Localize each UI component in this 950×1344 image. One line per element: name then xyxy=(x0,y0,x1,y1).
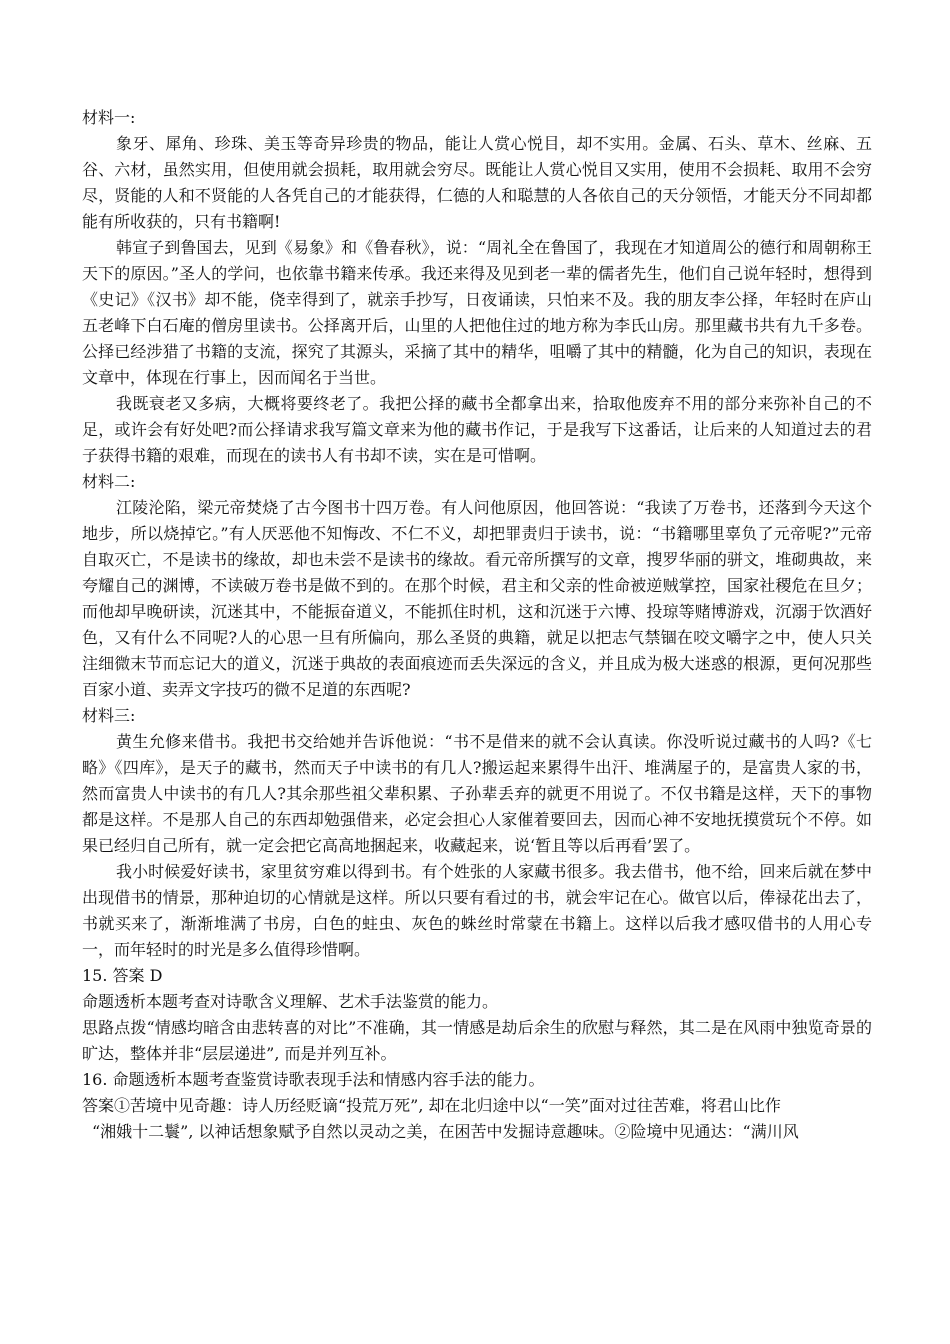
material-one-paragraph-2: 韩宣子到鲁国去，见到《易象》和《鲁春秋》，说：“周礼全在鲁国了，我现在才知道周公的德行和周朝称王天下的原因。”圣人的学问，也依靠书籍来传承。我还来得及见到老一辈的儒者先生，他们自己说年轻时，想得到《史记》《汉书》却不能，侥幸得到了，就亲手抄写，日夜诵读，只怕来不及。我的朋友李公择，年轻时在庐山五老峰下白石庵的僧房里读书。公择离开后，山里的人把他住过的地方称为李氏山房。那里藏书共有九千多卷。公择已经涉猎了书籍的支流，探究了其源头，采摘了其中的精华，咀嚼了其中的精髓，化为自己的知识，表现在文章中，体现在行事上，因而闻名于当世。 xyxy=(82,238,872,387)
question-15-analysis: 命题透析本题考查对诗歌含义理解、艺术手法鉴赏的能力。 xyxy=(82,992,499,1011)
material-one-paragraph-3: 我既衰老又多病，大概将要终老了。我把公择的藏书全都拿出来，拾取他废弃不用的部分来弥补自己的不足，或许会有好处吧?而公择请求我写篇文章来为他的藏书作记，于是我写下这番话，让后来的人知道过去的君子获得书籍的艰难，而现在的读书人有书却不读，实在是可惜啊。 xyxy=(82,394,872,465)
question-15-hint: 思路点拨“情感均暗含由悲转喜的对比”不准确，其一情感是劫后余生的欣慰与释然，其二是在风雨中独览奇景的旷达，整体并非“层层递进”, 而是并列互补。 xyxy=(82,1018,872,1063)
question-16-analysis: 16. 命题透析本题考查鉴赏诗歌表现手法和情感内容手法的能力。 xyxy=(82,1070,545,1089)
material-two-paragraph-1: 江陵沦陷，梁元帝焚烧了古今图书十四万卷。有人问他原因，他回答说：“我读了万卷书，还落到今天这个地步，所以烧掉它。”有人厌恶他不知悔改、不仁不义，却把罪责归于读书，说：“书籍哪里辜负了元帝呢?”元帝自取灭亡，不是读书的缘故，却也未尝不是读书的缘故。看元帝所撰写的文章，搜罗华丽的骈文，堆砌典故，来夸耀自己的渊博，不读破万卷书是做不到的。在那个时候，君主和父亲的性命被逆贼掌控，国家社稷危在旦夕；而他却早晚研读，沉迷其中，不能振奋道义，不能抓住时机，这和沉迷于六博、投琼等赌博游戏，沉溺于饮酒好色，又有什么不同呢?人的心思一旦有所偏向，那么圣贤的典籍，就足以把志气禁锢在咬文嚼字之中，使人只关注细微末节而忘记大的道义，沉迷于典故的表面痕迹而丢失深远的含义，并且成为极大迷惑的根源，更何况那些百家小道、卖弄文字技巧的微不足道的东西呢? xyxy=(82,498,872,699)
material-one-paragraph-1: 象牙、犀角、珍珠、美玉等奇异珍贵的物品，能让人赏心悦目，却不实用。金属、石头、草木、丝麻、五谷、六材，虽然实用，但使用就会损耗，取用就会穷尽。既能让人赏心悦目又实用，使用不会损耗、取用不会穷尽，贤能的人和不贤能的人各凭自己的才能获得，仁德的人和聪慧的人各依自己的天分领悟，才能天分不同却都能有所收获的，只有书籍啊! xyxy=(82,134,872,231)
question-16-answer-line-2: “湘娥十二鬟”, 以神话想象赋予自然以灵动之美，在困苦中发掘诗意趣味。②险境中见通达：“满川风 xyxy=(92,1122,799,1141)
material-three-label: 材料三: xyxy=(82,706,136,725)
question-15-answer: 15. 答案 D xyxy=(82,966,163,985)
material-three-paragraph-2: 我小时候爱好读书，家里贫穷难以得到书。有个姓张的人家藏书很多。我去借书，他不给，回来后就在梦中出现借书的情景，那种迫切的心情就是这样。所以只要有看过的书，就会牢记在心。做官以后，俸禄花出去了，书就买来了，渐渐堆满了书房，白色的蛀虫、灰色的蛛丝时常蒙在书籍上。这样以后我才感叹借书的人用心专一，而年轻时的时光是多么值得珍惜啊。 xyxy=(82,862,872,959)
question-16-answer-line-1: 答案①苦境中见奇趣：诗人历经贬谪“投荒万死”, 却在北归途中以“一笑”面对过往苦难，将君山比作 xyxy=(82,1096,781,1115)
material-one-label: 材料一: xyxy=(82,108,136,127)
material-two-label: 材料二: xyxy=(82,472,136,491)
material-three-paragraph-1: 黄生允修来借书。我把书交给她并告诉他说：“书不是借来的就不会认真读。你没听说过藏书的人吗?《七略》《四库》，是天子的藏书，然而天子中读书的有几人?搬运起来累得牛出汗、堆满屋子的，是富贵人家的书，然而富贵人中读书的有几人?其余那些祖父辈积累、子孙辈丢弃的就更不用说了。不仅书籍是这样，天下的事物都是这样。不是那人自己的东西却勉强借来，必定会担心人家催着要回去，因而心神不安地抚摸赏玩个不停。如果已经归自己所有，就一定会把它高高地捆起来，收藏起来，说‘暂且等以后再看’罢了。 xyxy=(82,732,872,855)
document-page xyxy=(82,105,872,1145)
